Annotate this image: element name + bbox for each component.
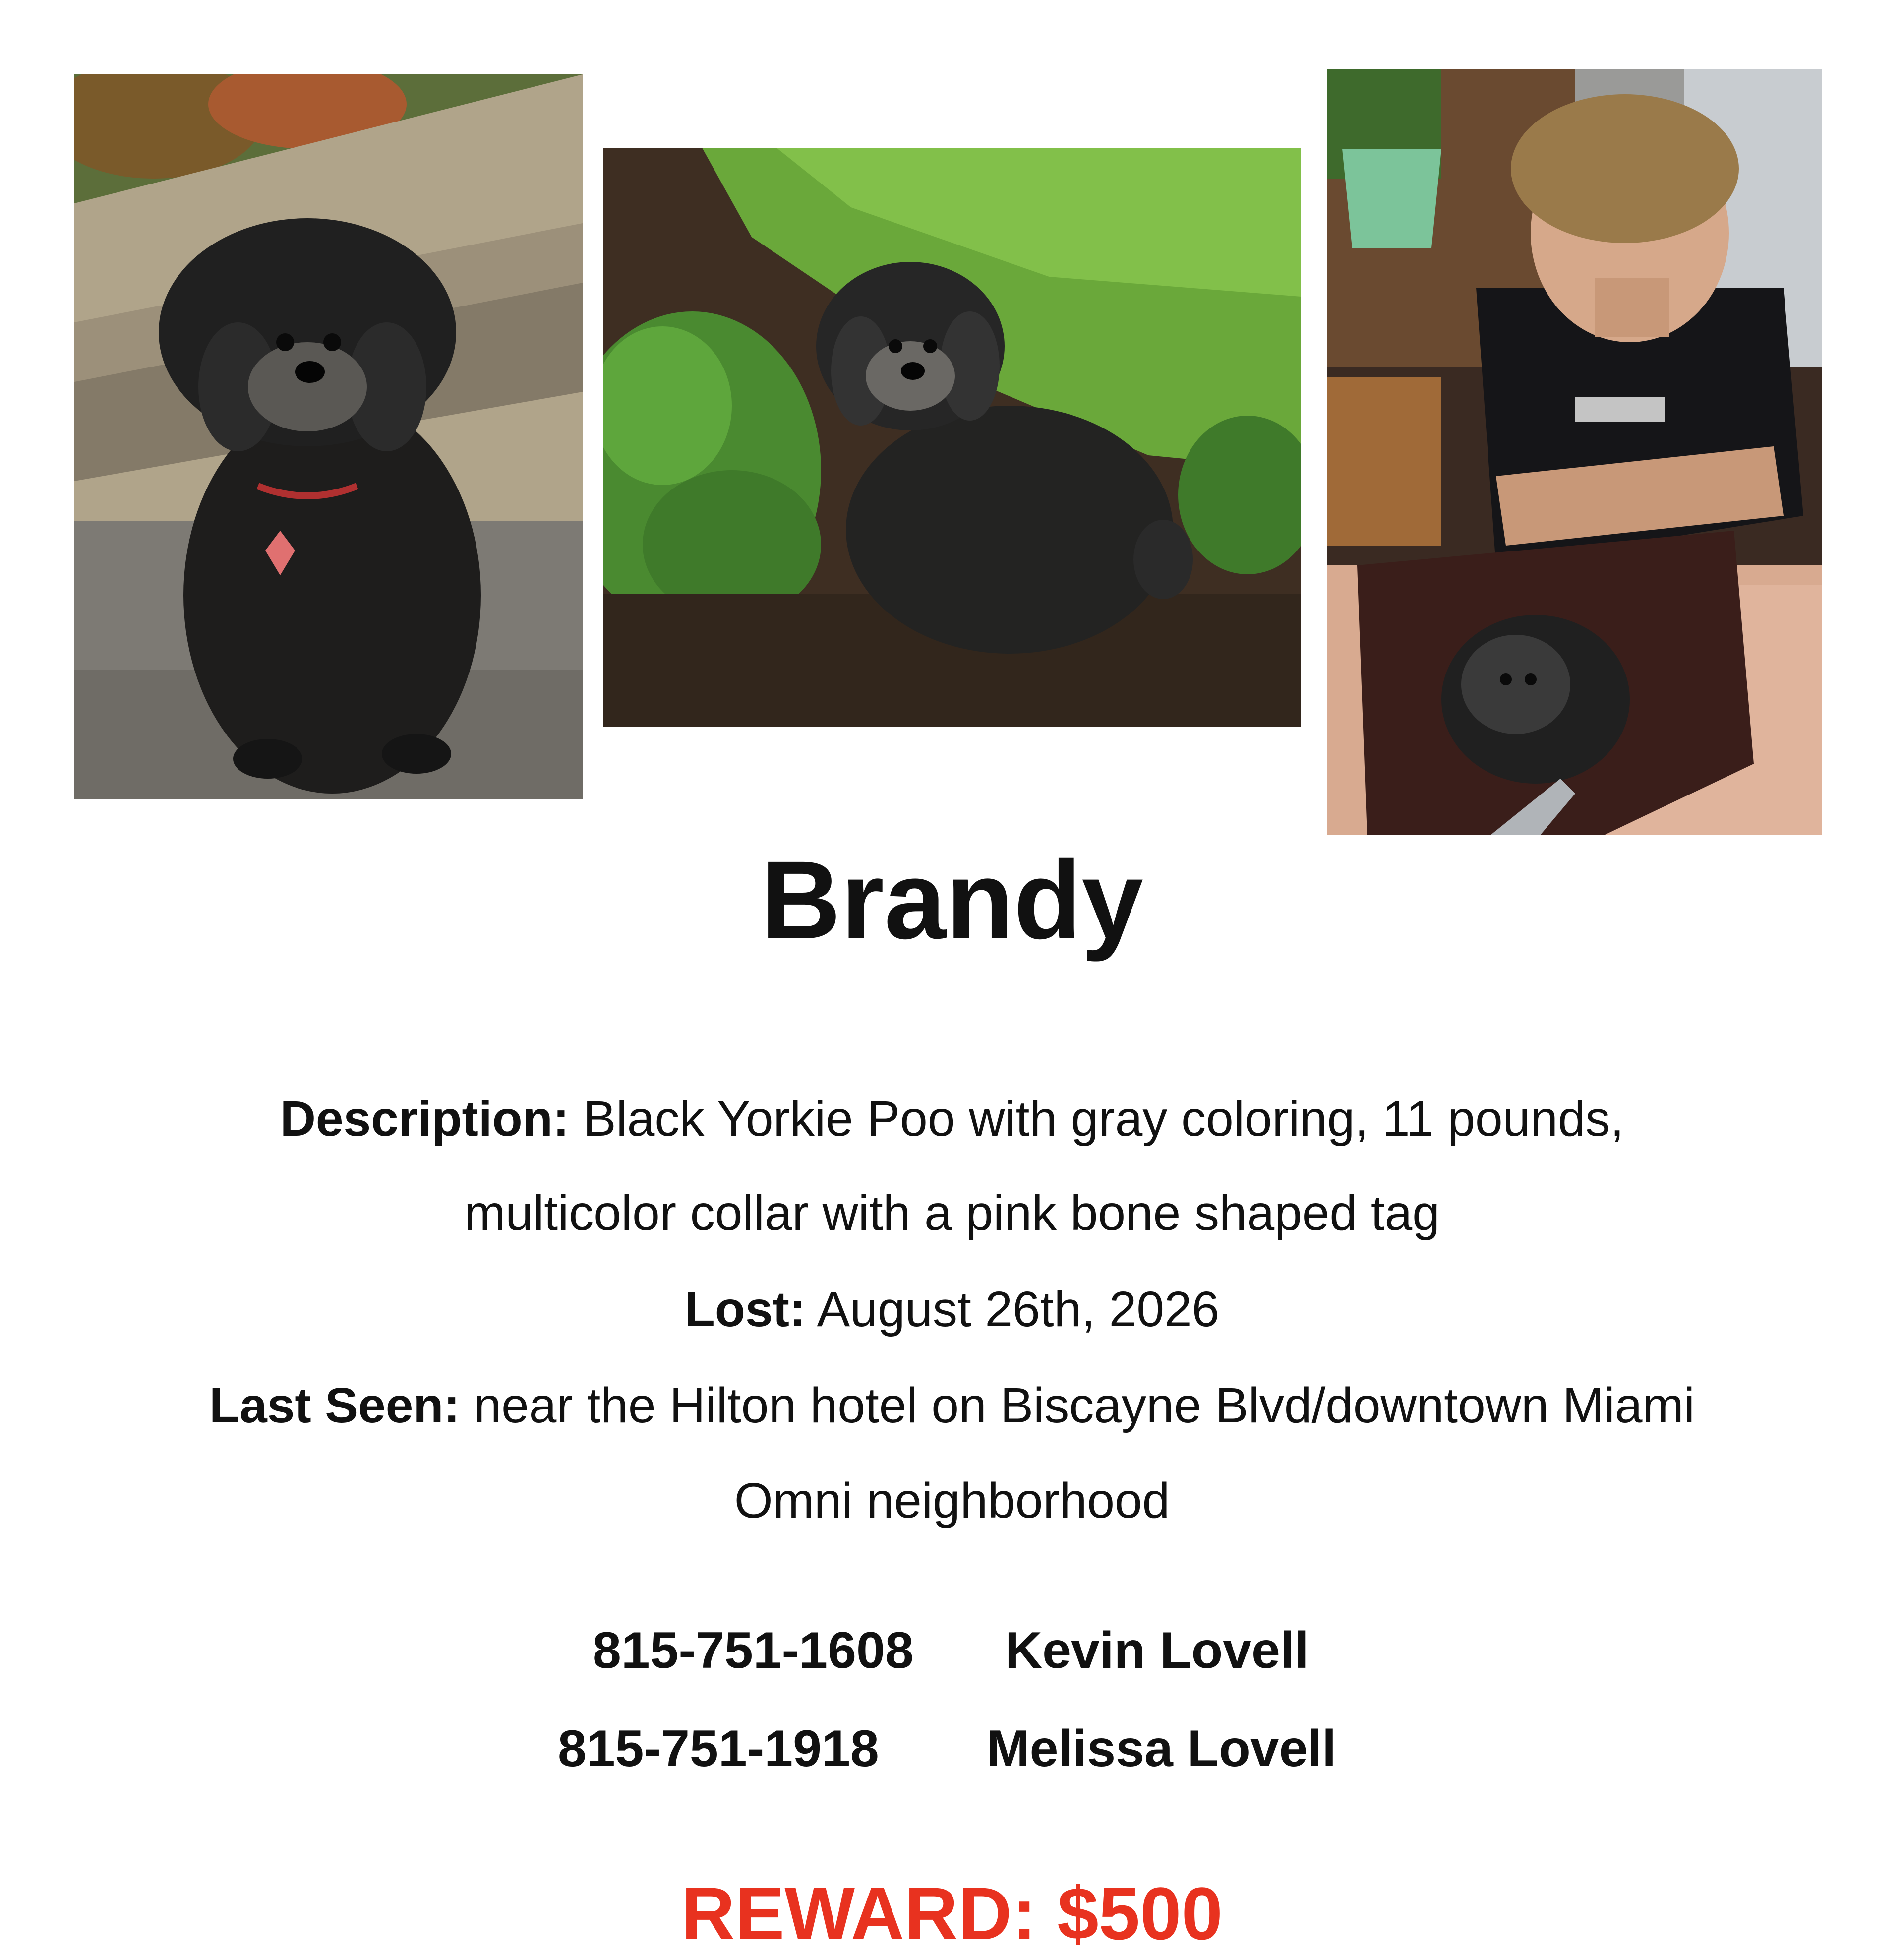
description-label: Description: xyxy=(280,1091,570,1147)
description-text: Black Yorkie Poo with gray coloring, 11 pounds, xyxy=(583,1091,1624,1147)
last-seen-line xyxy=(99,1376,1805,1435)
lost-label: Lost: xyxy=(684,1282,806,1337)
contact-name: Melissa Lovell xyxy=(987,1720,1337,1777)
lost-date: August 26th, 2026 xyxy=(817,1282,1220,1337)
last-seen-line-continued: Omni neighborhood xyxy=(734,1473,1170,1529)
description-line-continued: multicolor collar with a pink bone shaped tag xyxy=(464,1185,1440,1241)
last-seen-label: Last Seen: xyxy=(209,1378,460,1433)
contact-phone[interactable]: 815-751-1918 xyxy=(558,1720,879,1777)
dog-photo-garden xyxy=(603,148,1301,727)
last-seen-text: near the Hilton hotel on Biscayne Blvd/downtown Miami xyxy=(474,1378,1695,1433)
description-line xyxy=(99,1089,1805,1149)
owner-with-dog-photo xyxy=(1327,69,1822,835)
reward-banner: REWARD: $500 xyxy=(681,1872,1223,1955)
pet-name-title: Brandy xyxy=(761,838,1143,962)
lost-date-line xyxy=(99,1280,1805,1339)
contact-name: Kevin Lovell xyxy=(1005,1622,1309,1679)
dog-photo-stone-wall xyxy=(74,74,583,799)
contact-phone[interactable]: 815-751-1608 xyxy=(593,1622,914,1679)
